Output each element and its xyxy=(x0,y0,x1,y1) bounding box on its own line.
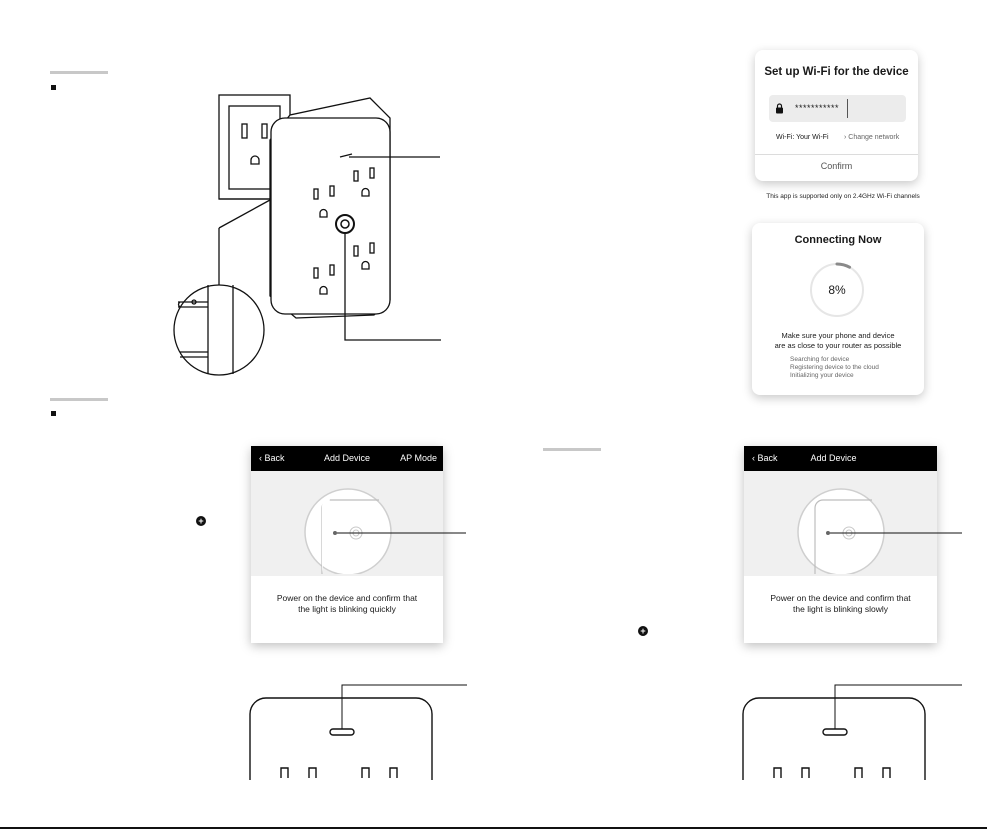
step-item: Searching for device xyxy=(790,356,850,363)
change-network-link[interactable]: › Change network xyxy=(844,134,900,141)
instruction-line-1: Power on the device and confirm that xyxy=(276,593,418,603)
back-button[interactable]: ‹ Back xyxy=(259,453,285,463)
confirm-button[interactable]: Confirm xyxy=(820,161,853,171)
message-line-2: are as close to your router as possible xyxy=(774,341,902,350)
connecting-title: Connecting Now xyxy=(794,234,882,246)
wifi-network-label: Wi-Fi: Your Wi-Fi xyxy=(776,134,829,141)
wifi-card-title: Set up Wi-Fi for the device xyxy=(764,66,909,78)
nav-title: Add Device xyxy=(810,453,857,463)
instruction-line-2: the light is blinking slowly xyxy=(793,604,888,614)
plus-circle-icon: + xyxy=(196,516,206,526)
ap-mode-button[interactable]: AP Mode xyxy=(400,453,437,463)
support-note: This app is supported only on 2.4GHz Wi-Fi channels xyxy=(766,193,920,200)
message-line-1: Make sure your phone and device xyxy=(781,331,895,340)
instruction-line-1: Power on the device and confirm that xyxy=(770,593,911,603)
instruction-line-2: the light is blinking quickly xyxy=(298,604,396,614)
step-item: Initializing your device xyxy=(790,372,854,379)
password-value: *********** xyxy=(795,103,840,113)
plus-circle-icon: + xyxy=(638,626,648,636)
back-button[interactable]: ‹ Back xyxy=(752,453,778,463)
step-item: Registering device to the cloud xyxy=(790,364,879,371)
progress-percent: 8% xyxy=(828,283,846,297)
nav-title: Add Device xyxy=(323,453,371,463)
